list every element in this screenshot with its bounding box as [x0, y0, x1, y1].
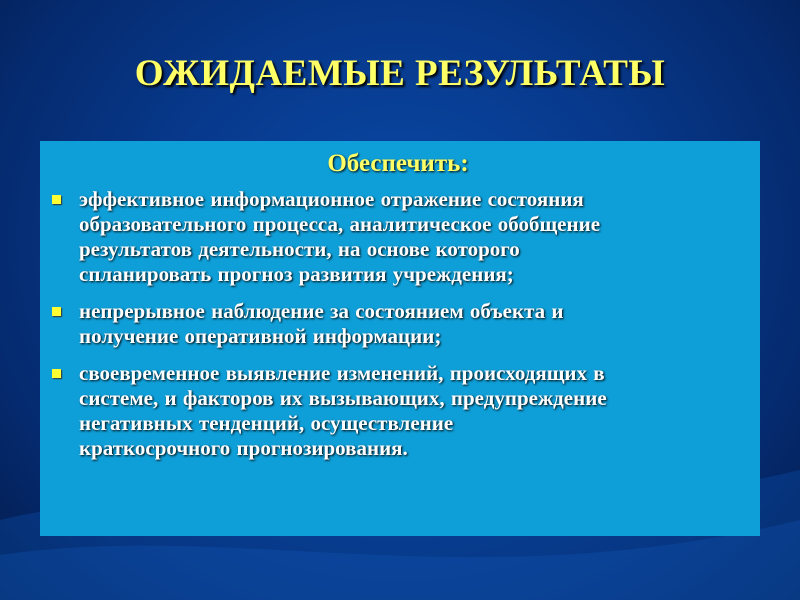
slide-title: ОЖИДАЕМЫЕ РЕЗУЛЬТАТЫ	[134, 53, 666, 94]
list-item	[52, 299, 744, 349]
list-item	[52, 361, 744, 461]
square-bullet-icon	[52, 307, 61, 316]
list-item-line: системе, и факторов их вызывающих, предупреждение	[79, 386, 607, 410]
list-item-line: непрерывное наблюдение за состоянием объекта и	[79, 299, 564, 323]
bullet-list	[52, 187, 744, 461]
list-item-line: эффективное информационное отражение состояния	[79, 187, 584, 211]
list-item-line: образовательного процесса, аналитическое обобщение	[79, 212, 601, 236]
list-item-line: краткосрочного прогнозирования.	[79, 436, 408, 460]
list-item-line: спланировать прогноз развития учреждения;	[79, 262, 514, 286]
list-item	[52, 187, 744, 287]
square-bullet-icon	[52, 195, 61, 204]
list-item-line: негативных тенденций, осуществление	[79, 411, 454, 435]
square-bullet-icon	[52, 369, 61, 378]
list-item-line: результатов деятельности, на основе которого	[79, 237, 520, 261]
content-panel	[40, 141, 760, 536]
list-item-line: своевременное выявление изменений, происходящих в	[79, 361, 605, 385]
panel-heading: Обеспечить:	[327, 150, 469, 177]
list-item-line: получение оперативной информации;	[79, 324, 442, 348]
